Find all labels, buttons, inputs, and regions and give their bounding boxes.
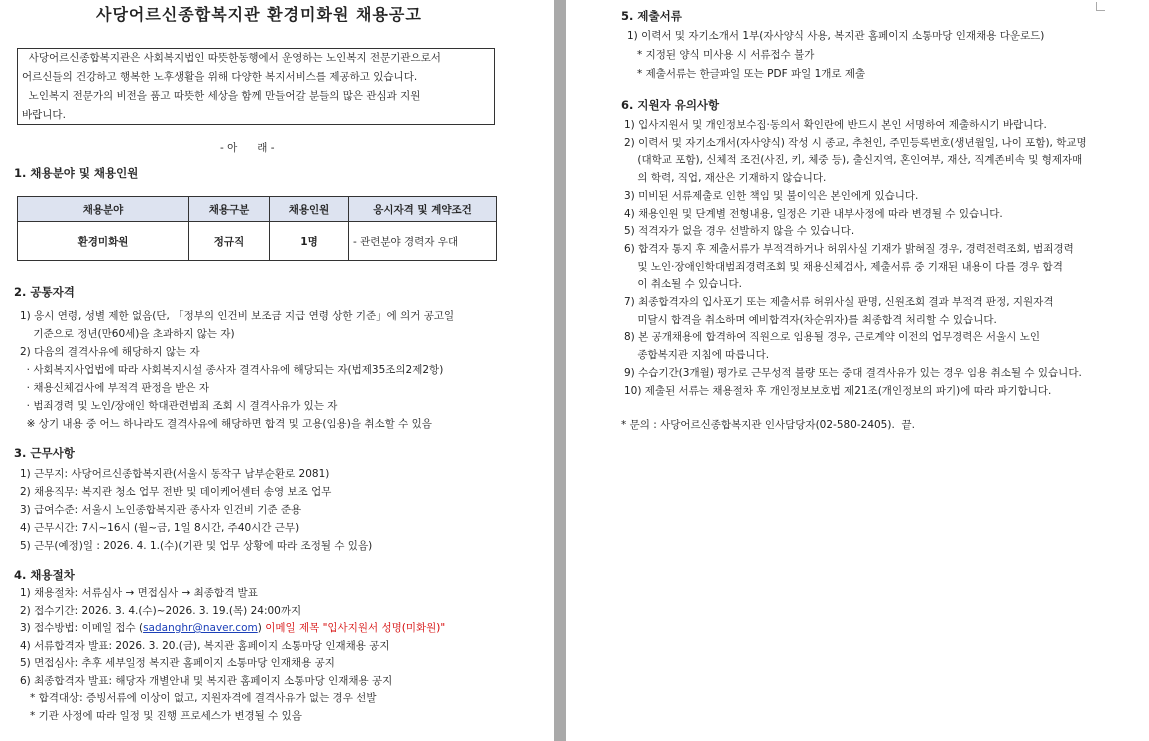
text-line: 9) 수습기간(3개월) 평가로 근무성적 불량 또는 중대 결격사유가 있는 경우 임용 취소될 수 있습니다. <box>624 366 1082 379</box>
section-2-body <box>20 307 454 433</box>
table-cell: - 관련분야 경력자 우대 <box>349 222 497 261</box>
text-line: * 제출서류는 한글파일 또는 PDF 파일 1개로 제출 <box>627 68 866 80</box>
intro-line: 바랍니다. <box>22 109 66 121</box>
text-line: 미달시 합격을 취소하며 예비합격자(차순위자)를 최종합격 처리할 수 있습니다. <box>624 313 997 326</box>
table-row <box>18 222 497 261</box>
text-line: 1) 이력서 및 자기소개서 1부(자사양식 사용, 복지관 홈페이지 소통마당 인재채용 다운로드) <box>627 30 1045 42</box>
section-3-body <box>20 465 372 555</box>
text-line: 3) 미비된 서류제출로 인한 책임 및 불이익은 본인에게 있습니다. <box>624 189 919 202</box>
intro-box <box>17 48 495 125</box>
apply-method-line <box>20 620 445 638</box>
text-line: 7) 최종합격자의 입사포기 또는 제출서류 허위사실 판명, 신원조회 결과 부적격 판정, 지원자격 <box>624 296 1054 309</box>
text-line: 2) 다음의 결격사유에 해당하지 않는 자 <box>20 346 200 358</box>
table-cell: 1명 <box>270 222 349 261</box>
text-line: (대학교 포함), 신체적 조건(사진, 키, 체중 등), 출신지역, 혼인여부, 재산, 직계존비속 및 형제자매 <box>624 154 1083 167</box>
text-line: 6) 최종합격자 발표: 해당자 개별안내 및 복지관 홈페이지 소통마당 인재채용 공지 <box>20 674 393 687</box>
text-line: 3) 급여수준: 서울시 노인종합복지관 종사자 인건비 기준 준용 <box>20 504 302 516</box>
table-header: 응시자격 및 계약조건 <box>349 197 497 222</box>
text-line: 2) 접수기간: 2026. 3. 4.(수)~2026. 3. 19.(목) 24:00까지 <box>20 604 302 617</box>
text-line: 1) 근무지: 사당어르신종합복지관(서울시 동작구 남부순환로 2081) <box>20 468 330 480</box>
text-line: 4) 채용인원 및 단계별 전형내용, 일정은 기관 내부사정에 따라 변경될 수 있습니다. <box>624 207 1003 220</box>
text-line: 6) 합격자 통지 후 제출서류가 부적격하거나 허위사실 기재가 밝혀질 경우, 경력전력조회, 범죄경력 <box>624 242 1074 255</box>
text-line: 8) 본 공개채용에 합격하여 직원으로 임용될 경우, 근로계약 이전의 업무경력은 서울시 노인 <box>624 331 1040 344</box>
text-line: · 채용신체검사에 부적격 판정을 받은 자 <box>20 382 209 394</box>
section-heading-3: 3. 근무사항 <box>14 446 75 460</box>
text-span: ) <box>257 622 266 634</box>
page-corner-mark <box>1096 2 1105 11</box>
section-heading-5: 5. 제출서류 <box>621 9 682 23</box>
text-line: 기준으로 정년(만60세)을 초과하지 않는 자) <box>20 328 235 340</box>
document-page-right <box>566 0 1149 741</box>
table-header: 채용인원 <box>270 197 349 222</box>
intro-line: 사당어르신종합복지관은 사회복지법인 따뜻한동행에서 운영하는 노인복지 전문기관으로서 <box>22 52 441 64</box>
section-5-body <box>627 27 1044 84</box>
text-line: · 사회복지사업법에 따라 사회복지시설 종사자 결격사유에 해당되는 자(법제35조의2제2항) <box>20 364 444 376</box>
below-heading: - 아 래 - <box>220 142 275 154</box>
text-line: 5) 적격자가 없을 경우 선발하지 않을 수 있습니다. <box>624 225 855 238</box>
text-line: 종합복지관 지침에 따릅니다. <box>624 349 770 362</box>
text-line: 2) 채용직무: 복지관 청소 업무 전반 및 데이케어센터 송영 보조 업무 <box>20 486 332 498</box>
text-line: * 합격대상: 증빙서류에 이상이 없고, 지원자격에 결격사유가 없는 경우 선발 <box>20 692 377 704</box>
text-line: 5) 면접심사: 추후 세부일정 복지관 홈페이지 소통마당 인재채용 공지 <box>20 657 335 669</box>
text-line: 및 노인·장애인학대범죄경력조회 및 채용신체검사, 제출서류 중 기재된 내용이 다를 경우 합격 <box>624 260 1063 273</box>
table-header: 채용분야 <box>18 197 189 222</box>
contact-line: * 문의 : 사당어르신종합복지관 인사담당자(02-580-2405). 끝. <box>621 419 915 431</box>
section-heading-1: 1. 채용분야 및 채용인원 <box>14 166 139 180</box>
text-line: 2) 이력서 및 자기소개서(자사양식) 작성 시 종교, 추천인, 주민등록번호(생년월일, 나이 포함), 학교명 <box>624 136 1087 149</box>
intro-line: 어르신들의 건강하고 행복한 노후생활을 위해 다양한 복지서비스를 제공하고 있습니다. <box>22 71 418 83</box>
text-span: 3) 접수방법: 이메일 접수 ( <box>20 622 144 634</box>
table-header-row <box>18 197 497 222</box>
text-line: 1) 입사지원서 및 개인정보수집·동의서 확인란에 반드시 본인 서명하여 제출하시기 바랍니다. <box>624 119 1047 131</box>
section-heading-4: 4. 채용절차 <box>14 568 75 582</box>
email-link[interactable]: sadanghr@naver.com <box>143 622 258 634</box>
text-line: 이 취소될 수 있습니다. <box>624 278 742 291</box>
text-line: 의 학력, 직업, 재산은 기재하지 않습니다. <box>624 172 827 185</box>
email-subject-note: 이메일 제목 "입사지원서 성명(미화원)" <box>265 622 446 634</box>
table-cell: 환경미화원 <box>18 222 189 261</box>
table-header: 채용구분 <box>189 197 270 222</box>
text-line: ※ 상기 내용 중 어느 하나라도 결격사유에 해당하면 합격 및 고용(임용)을 취소할 수 있음 <box>20 418 432 430</box>
text-line: 4) 서류합격자 발표: 2026. 3. 20.(금), 복지관 홈페이지 소통마당 인재채용 공지 <box>20 639 390 652</box>
table-cell: 정규직 <box>189 222 270 261</box>
text-line: * 기관 사정에 따라 일정 및 진행 프로세스가 변경될 수 있음 <box>20 709 302 722</box>
section-heading-2: 2. 공통자격 <box>14 285 75 299</box>
text-line: 1) 응시 연령, 성별 제한 없음(단, 「정부의 인건비 보조금 지급 연령 상한 기준」에 의거 공고일 <box>20 310 455 322</box>
text-line: * 지정된 양식 미사용 시 서류접수 불가 <box>627 49 815 61</box>
text-line: 10) 제출된 서류는 채용절차 후 개인정보보호법 제21조(개인정보의 파기)에 따라 파기합니다. <box>624 384 1052 397</box>
document-title: 사당어르신종합복지관 환경미화원 채용공고 <box>96 5 422 24</box>
text-line: 1) 채용절차: 서류심사 → 면접심사 → 최종합격 발표 <box>20 587 258 599</box>
text-line: 4) 근무시간: 7시~16시 (월~금, 1일 8시간, 주40시간 근무) <box>20 522 300 534</box>
document-page-left <box>0 0 554 741</box>
section-heading-6: 6. 지원자 유의사항 <box>621 98 720 112</box>
section-4-body <box>20 585 445 725</box>
section-6-body <box>624 117 1087 400</box>
recruitment-table <box>17 196 497 261</box>
text-line: 5) 근무(예정)일 : 2026. 4. 1.(수)(기관 및 업무 상황에 따라 조정될 수 있음) <box>20 540 373 552</box>
intro-line: 노인복지 전문가의 비전을 품고 따뜻한 세상을 함께 만들어갈 분들의 많은 관심과 지원 <box>22 90 421 102</box>
text-line: · 범죄경력 및 노인/장애인 학대관련범죄 조회 시 결격사유가 있는 자 <box>20 400 338 412</box>
